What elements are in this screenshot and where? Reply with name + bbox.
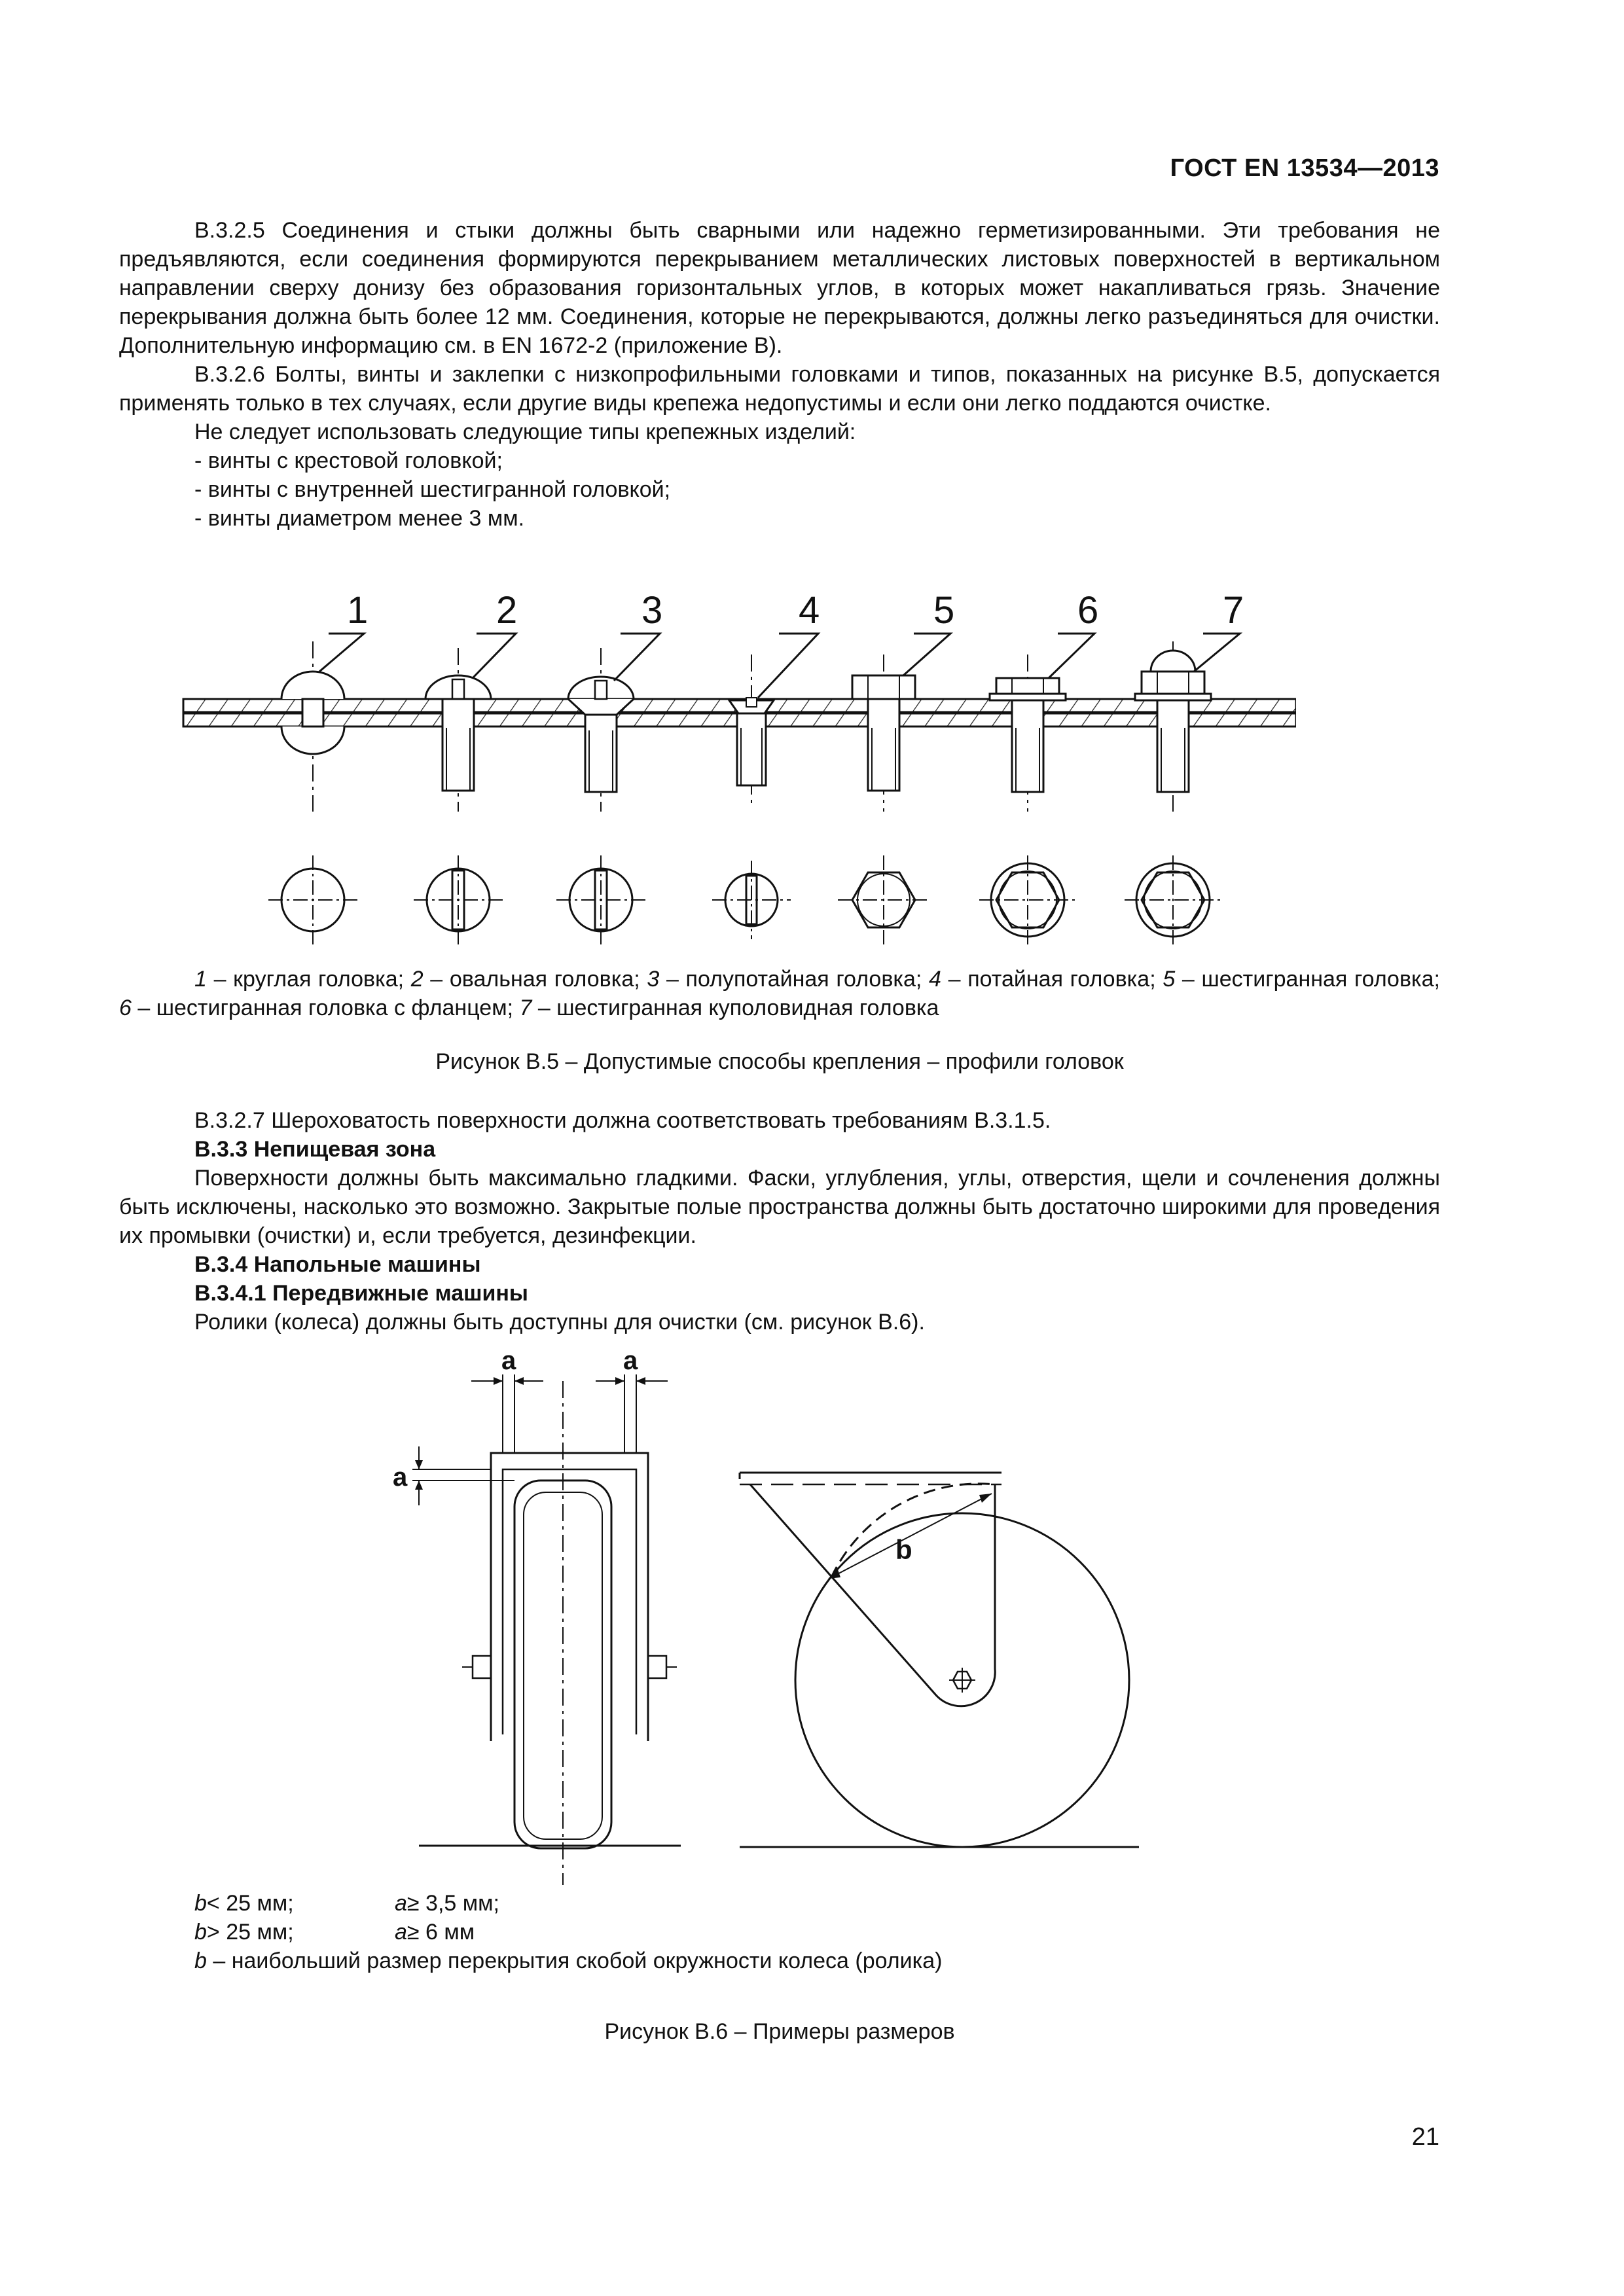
label-a: a <box>623 1355 638 1375</box>
dimension-text: ≥ 6 мм <box>406 1920 475 1945</box>
label-b: b <box>895 1534 912 1565</box>
label-4: 4 <box>799 589 820 632</box>
legend-text: – круглая головка; <box>206 967 411 992</box>
figure-b5-number-labels <box>347 589 1244 632</box>
legend-number: 2 <box>410 967 424 992</box>
label-a: a <box>501 1355 516 1375</box>
legend-number: 7 <box>519 996 532 1020</box>
dimension-row <box>119 1918 1440 1946</box>
top-view-hex <box>838 855 929 944</box>
legend-text: – шестигранная головка; <box>1175 967 1440 992</box>
fastener-round-head <box>274 577 344 812</box>
dimension-text: ≥ 3,5 мм; <box>406 1891 499 1916</box>
top-view-countersunk <box>712 861 791 939</box>
standard-header: ГОСТ EN 13534—2013 <box>1170 154 1439 182</box>
fastener-hex-head <box>852 655 915 812</box>
legend-text: – овальная головка; <box>423 967 647 992</box>
legend-text: – потайная головка; <box>941 967 1163 992</box>
paragraph-b3-2-5: В.3.2.5 Соединения и стыки должны быть сварными или надежно герметизированными. Эти требования не предъявляются, если соединения формируются перекрыванием металлических листовых поверхностей в вертикальном направлении сверху донизу без образования горизонтальных углов, в которых может накапливаться грязь. Значение перекрывания должна быть более 12 мм. Соединения, которые не перекрываются, должны легко разъединяться для очистки. Дополнительную информацию см. в EN 1672-2 (приложение В). <box>119 218 1440 358</box>
figure-b6-caption: Рисунок В.6 – Примеры размеров <box>604 2019 955 2044</box>
label-2: 2 <box>496 589 518 632</box>
heading-b3-4: В.3.4 Напольные машины <box>194 1252 481 1277</box>
legend-number: 4 <box>929 967 941 992</box>
top-view-oval <box>414 855 503 944</box>
label-3: 3 <box>641 589 663 632</box>
variable-b: b <box>194 1891 207 1916</box>
top-views <box>268 855 1221 944</box>
legend-text: – шестигранная куполовидная головка <box>532 996 939 1020</box>
heading-b3-4-1: В.3.4.1 Передвижные машины <box>194 1281 528 1306</box>
figure-b5-caption: Рисунок В.5 – Допустимые способы крепления – профили головок <box>435 1049 1124 1074</box>
legend-text: – шестигранная головка с фланцем; <box>131 996 520 1020</box>
top-view-hex-dome <box>1125 855 1221 944</box>
dimension-text: > 25 мм; <box>206 1920 294 1945</box>
fastener-list-item: - винты диаметром менее 3 мм. <box>194 506 525 531</box>
top-view-hex-flange <box>979 855 1076 944</box>
paragraph-b3-2-6: В.3.2.6 Болты, винты и заклепки с низкопрофильными головками и типов, показанных на рисунке В.5, допускается применять только в тех случаях, если другие виды крепежа недопустимы и если они легко поддаются очистке. <box>119 362 1440 416</box>
label-6: 6 <box>1077 589 1099 632</box>
dimension-row <box>119 1889 1440 1918</box>
note-text: – наибольший размер перекрытия скобой окружности колеса (ролика) <box>206 1948 943 1973</box>
caster-side-view <box>740 1473 1139 1847</box>
label-7: 7 <box>1223 589 1244 632</box>
fastener-oval-head <box>425 648 491 812</box>
text-block-middle <box>119 1106 1440 1336</box>
paragraph-b3-2-7: В.3.2.7 Шероховатость поверхности должна соответствовать требованиям В.3.1.5. <box>194 1108 1051 1133</box>
figure-b5-drawing <box>157 576 1296 969</box>
heading-b3-3: В.3.3 Непищевая зона <box>194 1137 436 1162</box>
figure-b6-drawing <box>386 1355 1159 1892</box>
fastener-intro: Не следует использовать следующие типы крепежных изделий: <box>194 420 856 444</box>
figure-b5-legend <box>119 965 1440 1022</box>
paragraph-b3-3: Поверхности должны быть максимально гладкими. Фаски, углубления, углы, отверстия, щели и сочленения должны быть исключены, насколько это возможно. Закрытые полые пространства должны быть достаточно широкими для проведения их промывки (очистки) и, если требуется, дезинфекции. <box>119 1166 1440 1248</box>
legend-number: 5 <box>1163 967 1176 992</box>
top-view-round <box>268 855 357 944</box>
label-a: a <box>393 1463 408 1492</box>
legend-number: 1 <box>194 967 207 992</box>
dimension-arrows <box>415 1377 645 1490</box>
variable-a: a <box>395 1891 407 1916</box>
fastener-semi-countersunk-head <box>568 648 634 812</box>
variable-b: b <box>194 1920 207 1945</box>
dimension-labels <box>393 1355 638 1492</box>
top-view-semi-countersunk <box>556 855 645 944</box>
figure-b6-note <box>119 1946 1440 1975</box>
variable-b: b <box>194 1948 207 1973</box>
dimension-text: < 25 мм; <box>206 1891 294 1916</box>
caster-front-view <box>412 1374 681 1885</box>
variable-a: a <box>395 1920 407 1945</box>
legend-text: – полупотайная головка; <box>659 967 929 992</box>
fastener-countersunk-head <box>729 655 774 805</box>
figure-b6-dimensions <box>119 1889 1440 1975</box>
legend-number: 3 <box>647 967 660 992</box>
page-number: 21 <box>1411 2123 1439 2151</box>
legend-number: 6 <box>119 996 132 1020</box>
paragraph-b3-4-1: Ролики (колеса) должны быть доступны для очистки (см. рисунок В.6). <box>194 1310 925 1335</box>
fastener-list-item: - винты с внутренней шестигранной головкой; <box>194 477 671 502</box>
text-block-top <box>119 216 1440 533</box>
fastener-hex-flange-head <box>990 655 1066 812</box>
label-5: 5 <box>933 589 955 632</box>
label-1: 1 <box>347 589 369 632</box>
fastener-list-item: - винты с крестовой головкой; <box>194 448 503 473</box>
